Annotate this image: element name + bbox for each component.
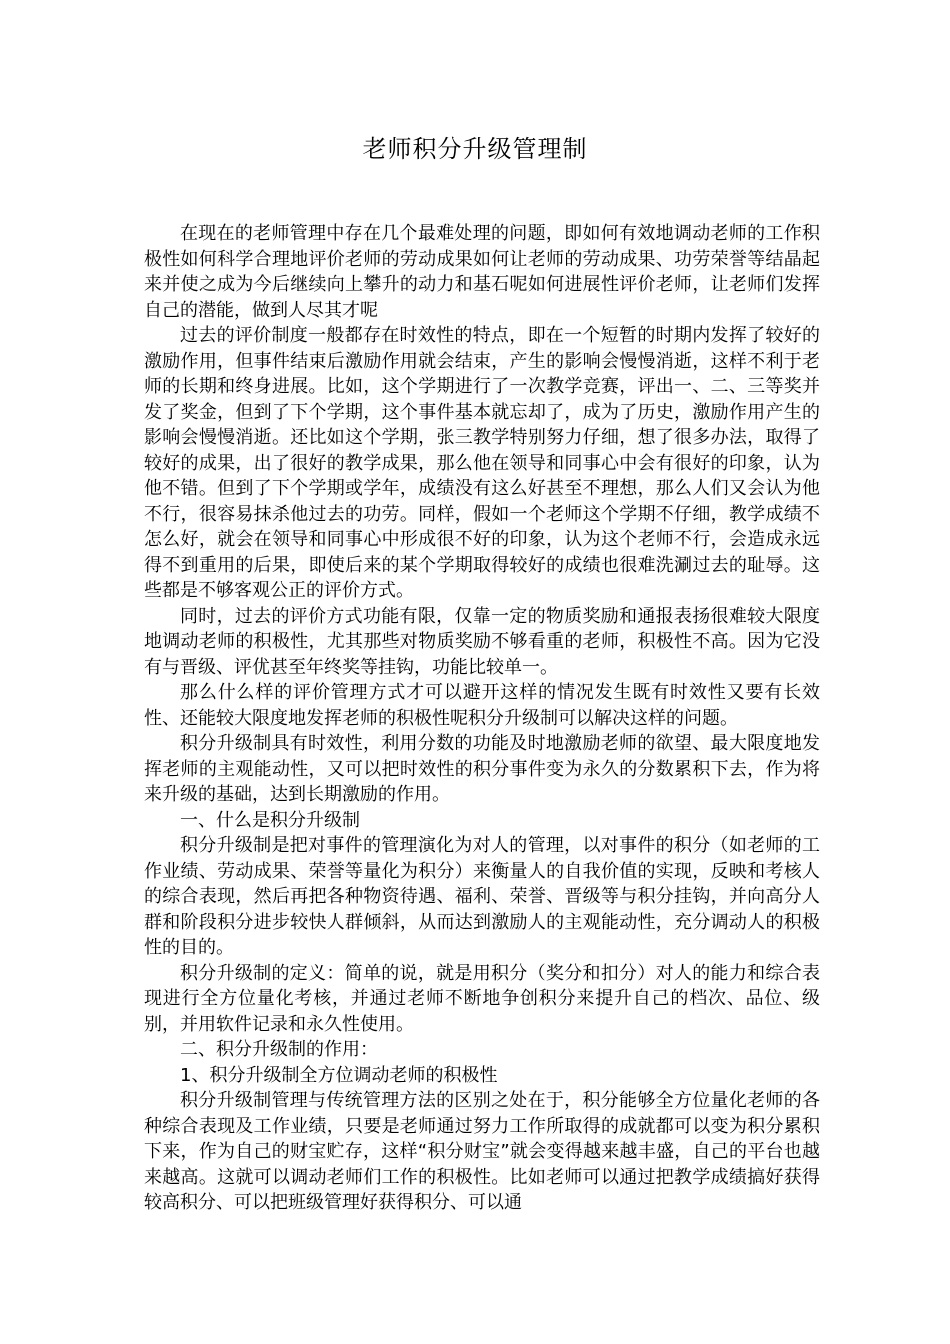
paragraph-past-evaluation: 过去的评价制度一般都存在时效性的特点，即在一个短暂的时期内发挥了较好的激励作用，但事件结束后激励作用就会结束，产生的影响会慢慢消逝，这样不利于老师的长期和终身进展。比如，这个学期进行了一次教学竞赛，评出一、二、三等奖并发了奖金，但到了下个学期，这个事件基本就忘却了，成为了历史，激励作用产生的影响会慢慢消逝。还比如这个学期，张三教学特别努力仔细，想了很多办法，取得了较好的成果，出了很好的教学成果，那么他在领导和同事心中会有很好的印象，认为他不错。但到了下个学期或学年，成绩没有这么好甚至不理想，那么人们又会认为他不行，很容易抹杀他过去的功劳。同样，假如一个老师这个学期不仔细，教学成绩不怎么好，就会在领导和同事心中形成很不好的印象，认为这个老师不行，会造成永远得不到重用的后果，即使后来的某个学期取得较好的成绩也很难洗涮过去的耻辱。这些都是不够客观公正的评价方式。 — [144, 325, 820, 601]
document-body — [144, 221, 820, 1216]
document-title: 老师积分升级管理制 — [362, 135, 588, 163]
section-heading-what-is: 一、什么是积分升级制 — [180, 809, 360, 831]
paragraph-question: 那么什么样的评价管理方式才可以避开这样的情况发生既有时效性又要有长效性、还能较大限度地发挥老师的积极性呢积分升级制可以解决这样的问题。 — [144, 682, 820, 729]
section-heading-effects: 二、积分升级制的作用： — [180, 1039, 378, 1060]
subsection-heading-motivation: 1、积分升级制全方位调动老师的积极性 — [180, 1064, 498, 1086]
paragraph-motivation: 积分升级制管理与传统管理方法的区别之处在于，积分能够全方位量化老师的各种综合表现及工作业绩，只要是老师通过努力工作所取得的成就都可以变为积分累积下来，作为自己的财宝贮存，这样“积分财宝”就会变得越来越丰盛，自己的平台也越来越高。这就可以调动老师们工作的积极性。比如老师可以通过把教学成绩搞好获得较高积分、可以把班级管理好获得积分、可以通 — [144, 1090, 820, 1213]
paragraph-intro: 在现在的老师管理中存在几个最难处理的问题，即如何有效地调动老师的工作积极性如何科学合理地评价老师的劳动成果如何让老师的劳动成果、功劳荣誉等结晶起来并使之成为今后继续向上攀升的动力和基石呢如何进展性评价老师，让老师们发挥自己的潜能，做到人尽其才呢 — [144, 223, 820, 321]
paragraph-definition-detail: 积分升级制是把对事件的管理演化为对人的管理，以对事件的积分（如老师的工作业绩、劳动成果、荣誉等量化为积分）来衡量人的自我价值的实现，反映和考核人的综合表现，然后再把各种物资待遇、福利、荣誉、晋级等与积分挂钩，并向高分人群和阶段积分进步较快人群倾斜，从而达到激励人的主观能动性，充分调动人的积极性的目的。 — [144, 835, 820, 958]
paragraph-definition: 积分升级制的定义：简单的说，就是用积分（奖分和扣分）对人的能力和综合表现进行全方位量化考核，并通过老师不断地争创积分来提升自己的档次、品位、级别，并用软件记录和永久性使用。 — [144, 962, 820, 1035]
paragraph-limited-function: 同时，过去的评价方式功能有限，仅靠一定的物质奖励和通报表扬很难较大限度地调动老师的积极性，尤其那些对物质奖励不够看重的老师，积极性不高。因为它没有与晋级、评优甚至年终奖等挂钩，功能比较单一。 — [144, 605, 820, 678]
paragraph-timeliness: 积分升级制具有时效性，利用分数的功能及时地激励老师的欲望、最大限度地发挥老师的主观能动性，又可以把时效性的积分事件变为永久的分数累积下去，作为将来升级的基础，达到长期激励的作用。 — [144, 733, 820, 805]
